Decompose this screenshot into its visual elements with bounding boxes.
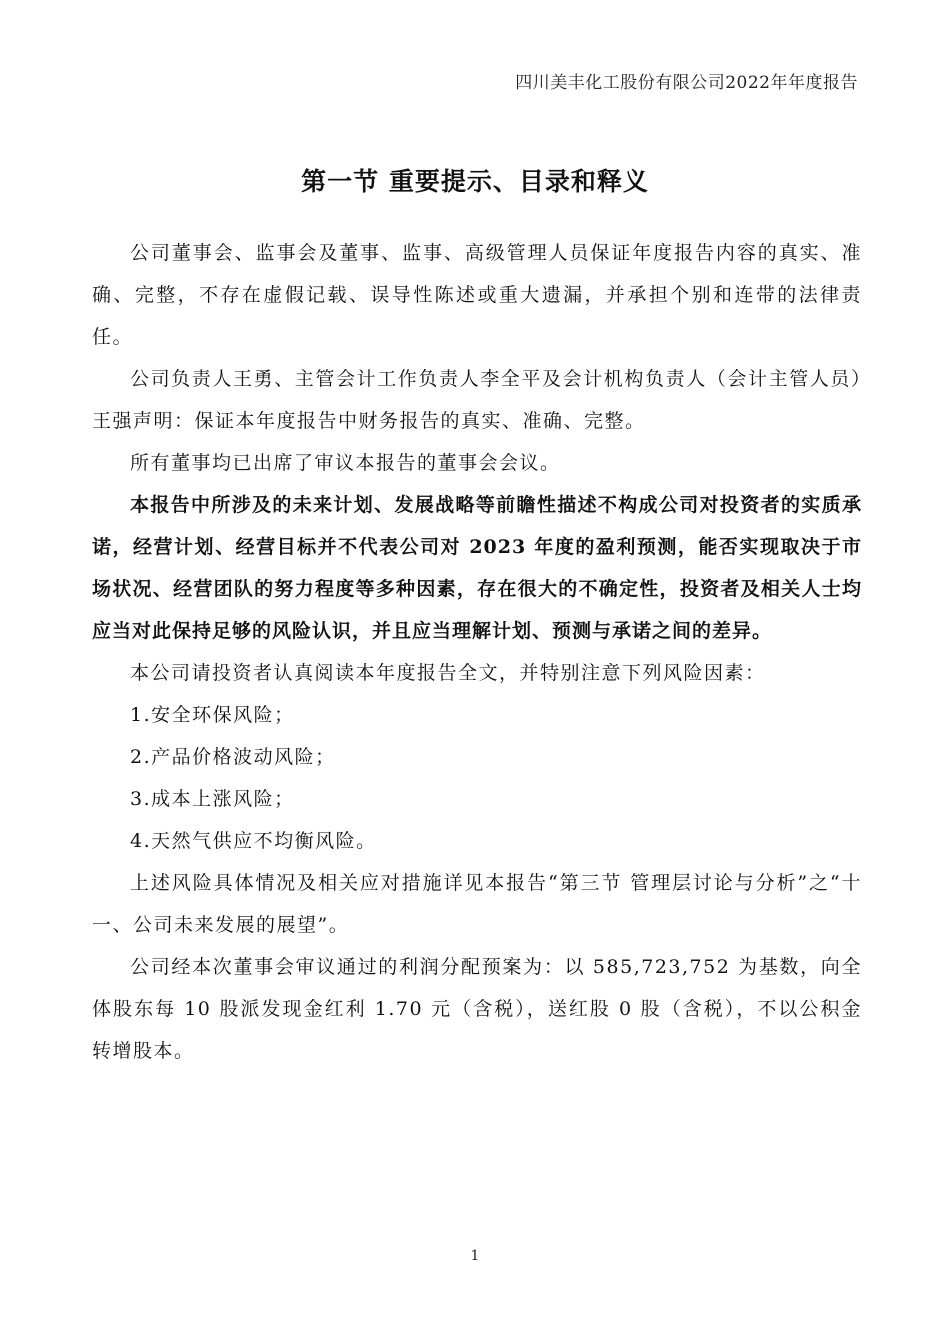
paragraph-board-attendance: 所有董事均已出席了审议本报告的董事会会议。 (130, 452, 561, 474)
document-body (92, 232, 862, 1072)
risk-item-3: 3.成本上涨风险； (130, 788, 295, 810)
section-title: 第一节 重要提示、目录和释义 (301, 167, 649, 196)
paragraph-officers-declaration: 公司负责人王勇、主管会计工作负责人李全平及会计机构负责人（会计主管人员）王强声明：保证本年度报告中财务报告的真实、准确、完整。 (92, 368, 862, 432)
paragraph-risk-reference: 上述风险具体情况及相关应对措施详见本报告“第三节 管理层讨论与分析”之“十一、公司未来发展的展望”。 (92, 872, 862, 936)
paragraph-forward-looking-disclaimer: 本报告中所涉及的未来计划、发展战略等前瞻性描述不构成公司对投资者的实质承诺，经营计划、经营目标并不代表公司对 2023 年度的盈利预测，能否实现取决于市场状况、经营团队的努力程度等多种因素，存在很大的不确定性，投资者及相关人士均应当对此保持足够的风险认识，并且应当理解计划、预测与承诺之间的差异。 (92, 494, 862, 642)
page-number: 1 (470, 1248, 480, 1264)
paragraph-profit-distribution: 公司经本次董事会审议通过的利润分配预案为：以 585,723,752 为基数，向全体股东每 10 股派发现金红利 1.70 元（含税），送红股 0 股（含税），不以公积金转增股本。 (92, 956, 862, 1062)
risk-item-4: 4.天然气供应不均衡风险。 (130, 830, 377, 852)
risk-item-1: 1.安全环保风险； (130, 704, 295, 726)
paragraph-responsibility-statement: 公司董事会、监事会及董事、监事、高级管理人员保证年度报告内容的真实、准确、完整，不存在虚假记载、误导性陈述或重大遗漏，并承担个别和连带的法律责任。 (92, 242, 862, 348)
paragraph-risk-intro: 本公司请投资者认真阅读本年度报告全文，并特别注意下列风险因素： (130, 662, 766, 684)
running-header: 四川美丰化工股份有限公司2022年年度报告 (515, 73, 858, 93)
risk-item-2: 2.产品价格波动风险； (130, 746, 336, 768)
